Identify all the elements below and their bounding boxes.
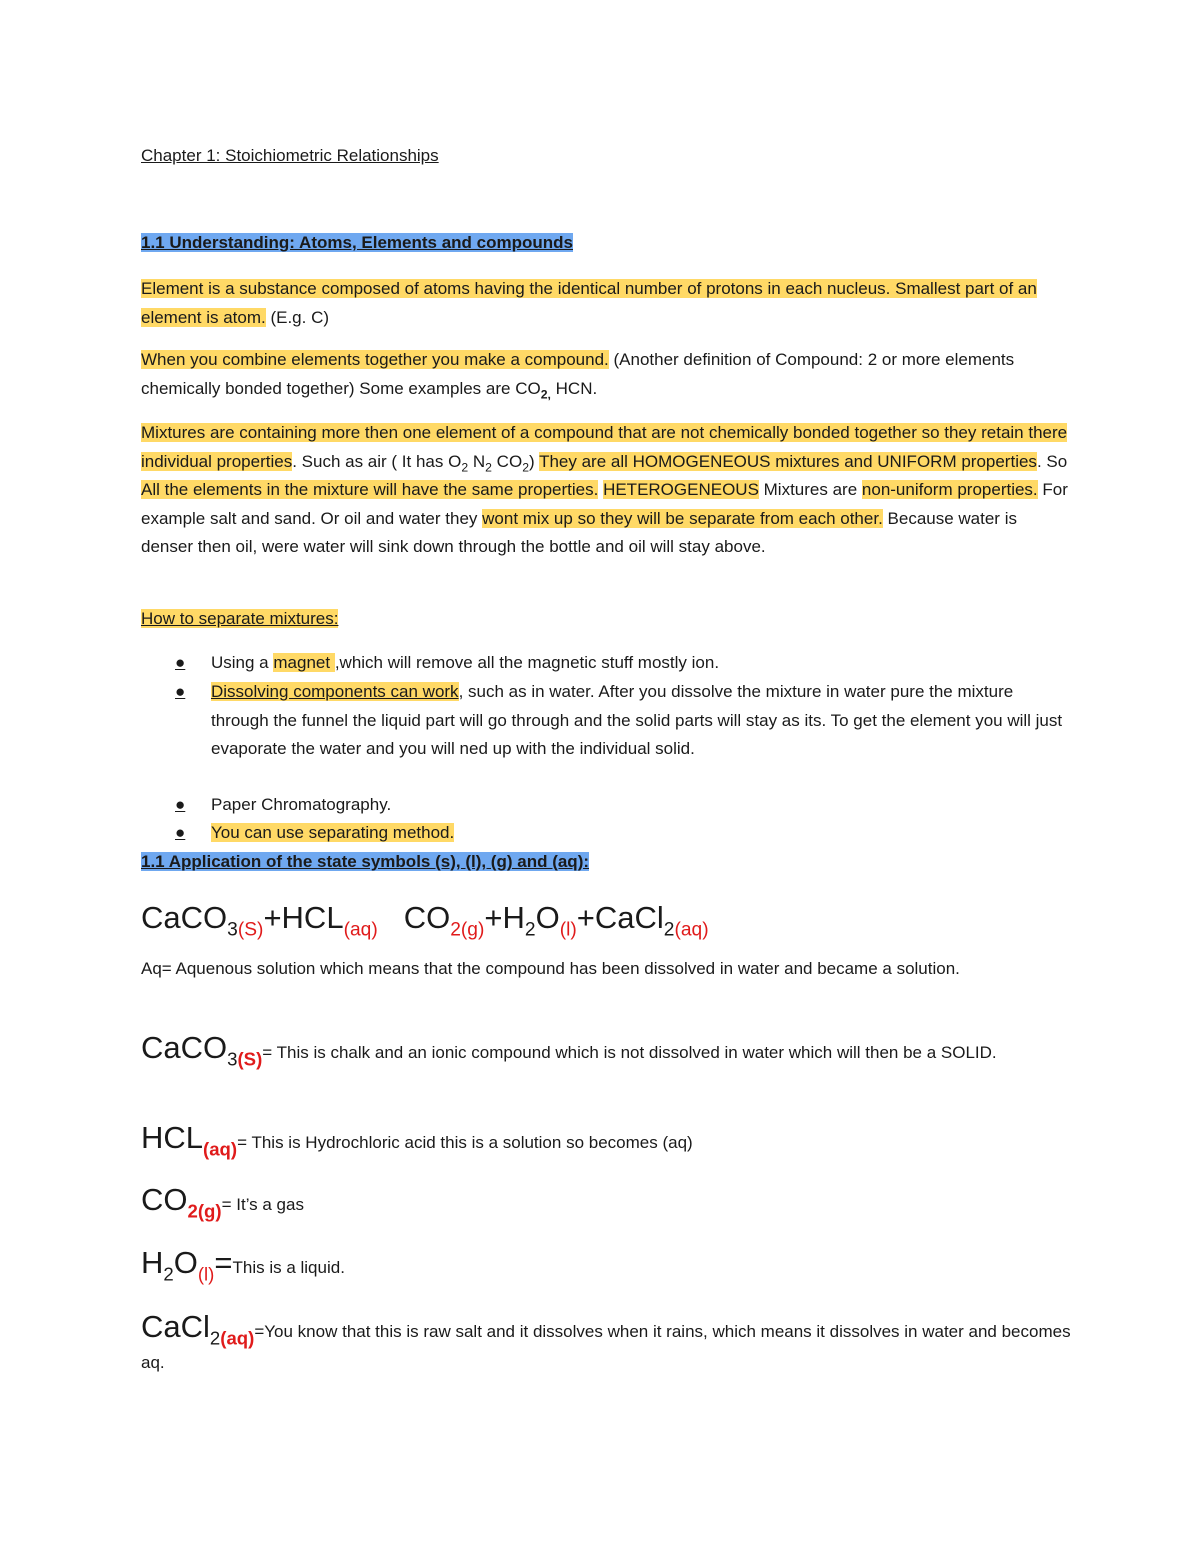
def-cacl2 <box>141 1311 1071 1378</box>
eq-co: CO <box>403 900 451 935</box>
bullet-icon: ● <box>175 795 186 814</box>
element-example: (E.g. C) <box>265 307 330 327</box>
chromatography-text: Paper Chromatography. <box>211 795 392 814</box>
state-symbol: (S) <box>237 1048 263 1070</box>
state-symbol: (l) <box>559 919 577 941</box>
formula-sub: 2 <box>187 1200 198 1222</box>
formula-sub: 2 <box>163 1263 174 1285</box>
aq-note: Aq= Aquenous solution which means that the compound has been dissolved in water and became a solution. <box>141 959 960 978</box>
chemical-equation <box>141 898 1141 941</box>
sub-n2: 2 <box>485 459 492 474</box>
non-uniform-text: non-uniform properties. <box>861 480 1038 499</box>
bullet-icon: ● <box>175 682 186 701</box>
chapter-title: Chapter 1: Stoichiometric Relationships <box>141 146 439 165</box>
bullet-icon: ● <box>175 653 186 672</box>
eq-sub: 2 <box>450 919 461 941</box>
compound-text: (Another definition of Compound: 2 or more elements chemically bonded together) Some examples are CO <box>141 350 1015 398</box>
def-co2 <box>141 1182 1071 1222</box>
definition-text: = This is Hydrochloric acid this is a solution so becomes (aq) <box>237 1133 693 1152</box>
air-n: N <box>468 451 486 471</box>
list-item <box>141 678 1071 764</box>
paragraph-mixtures <box>141 419 1071 562</box>
def-h2o <box>141 1245 1071 1285</box>
separating-method-text: You can use separating method. <box>211 823 455 842</box>
state-symbol: (aq) <box>674 919 709 941</box>
eq-hcl: +HCL <box>263 900 344 935</box>
wont-mix-text: wont mix up so they will be separate from each other. <box>482 508 883 528</box>
list-item <box>141 791 1071 820</box>
section-heading-atoms <box>141 229 1071 258</box>
heading-text: 1.1 Understanding: Atoms, Elements and compounds <box>141 233 573 252</box>
air-close: ) <box>529 451 540 471</box>
eq-caco: CaCO <box>141 900 228 935</box>
compound-end: HCN. <box>550 378 598 398</box>
eq-sub: 2 <box>663 919 675 941</box>
equals-sign: = <box>214 1245 233 1280</box>
element-definition: Element is a substance composed of atoms having the identical number of protons in each nucleus. Smallest part of an element is atom. <box>141 279 1037 327</box>
eq-h: +H <box>484 900 525 935</box>
definition-text: = It’s a gas <box>221 1195 304 1214</box>
eq-sub: 2 <box>524 919 536 941</box>
example-text: For example salt and sand. Or oil and water they <box>141 480 1068 528</box>
dissolving-text: Dissolving components can work <box>211 682 459 701</box>
formula-sub: 2 <box>209 1327 221 1349</box>
heterogeneous-text: HETEROGENEOUS <box>603 480 759 499</box>
definition-text: This is a liquid. <box>232 1258 345 1277</box>
formula: H <box>141 1245 164 1280</box>
def-caco3 <box>141 1032 1071 1068</box>
formula: CaCl <box>141 1309 210 1344</box>
mixture-definition: Mixtures are containing more then one element of a compound that are not chemically bonded together so they retain there individual properties <box>141 423 1068 471</box>
sub-co2: 2 <box>522 459 529 474</box>
paragraph-compound <box>141 346 1071 403</box>
definition-text: =You know that this is raw salt and it dissolves when it rains, which means it dissolves in water and becomes aq. <box>141 1322 1071 1372</box>
list-item <box>141 819 1071 848</box>
state-symbol: (aq) <box>343 919 378 941</box>
eq-sub: 3 <box>227 919 238 941</box>
section-heading-state-symbols <box>141 848 1071 877</box>
def-hcl <box>141 1120 1071 1160</box>
list-item <box>141 649 1071 678</box>
state-symbols-heading-text: 1.1 Application of the state symbols (s), (l), (g) and (aq): <box>141 852 590 871</box>
same-properties-text: All the elements in the mixture will have the same properties. <box>141 480 599 499</box>
eq-cacl: +CaCl <box>576 900 664 935</box>
bullet-icon: ● <box>175 823 186 842</box>
compound-definition: When you combine elements together you make a compound. <box>141 350 609 369</box>
formula: O <box>173 1245 198 1280</box>
state-symbol: (l) <box>197 1263 215 1285</box>
dissolving-detail: , such as in water. After you dissolve the mixture in water pure the mixture through the funnel the liquid part will go through and the solid parts will stay as its. To get the element you will just evaporate the water and you will ned up with the individual solid. <box>211 682 1063 758</box>
formula: CaCO <box>141 1030 228 1065</box>
separate-heading <box>141 605 1071 634</box>
homogeneous-text: They are all HOMOGENEOUS mixtures and UNIFORM properties <box>539 451 1037 471</box>
paragraph-element <box>141 275 1071 332</box>
state-symbol: (g) <box>460 919 485 941</box>
formula-sub: 3 <box>227 1048 238 1070</box>
separate-heading-text: How to separate mixtures: <box>141 609 339 628</box>
air-text: . Such as air ( It has O <box>292 451 462 471</box>
state-symbol: (aq) <box>220 1327 255 1349</box>
state-symbol: (g) <box>197 1200 222 1222</box>
magnet-post: ,which will remove all the magnetic stuff mostly ion. <box>334 653 720 672</box>
magnet-pre: Using a <box>211 653 274 672</box>
denser-text: Because water is denser then oil, were water will sink down through the bottle and oil will stay above. <box>141 508 1017 556</box>
magnet-text: magnet <box>273 653 335 672</box>
formula: HCL <box>141 1120 204 1155</box>
mixtures-are-text: Mixtures are <box>758 480 862 499</box>
formula: CO <box>141 1182 188 1217</box>
state-symbol: (S) <box>237 919 264 941</box>
sub-o2: 2 <box>461 459 469 474</box>
so-text: . So <box>1036 451 1068 471</box>
compound-sub: 2, <box>540 386 551 401</box>
eq-o: O <box>535 900 560 935</box>
definition-text: = This is chalk and an ionic compound which is not dissolved in water which will then be a SOLID. <box>262 1043 997 1062</box>
state-symbol: (aq) <box>203 1138 238 1160</box>
air-co: CO <box>491 451 523 471</box>
